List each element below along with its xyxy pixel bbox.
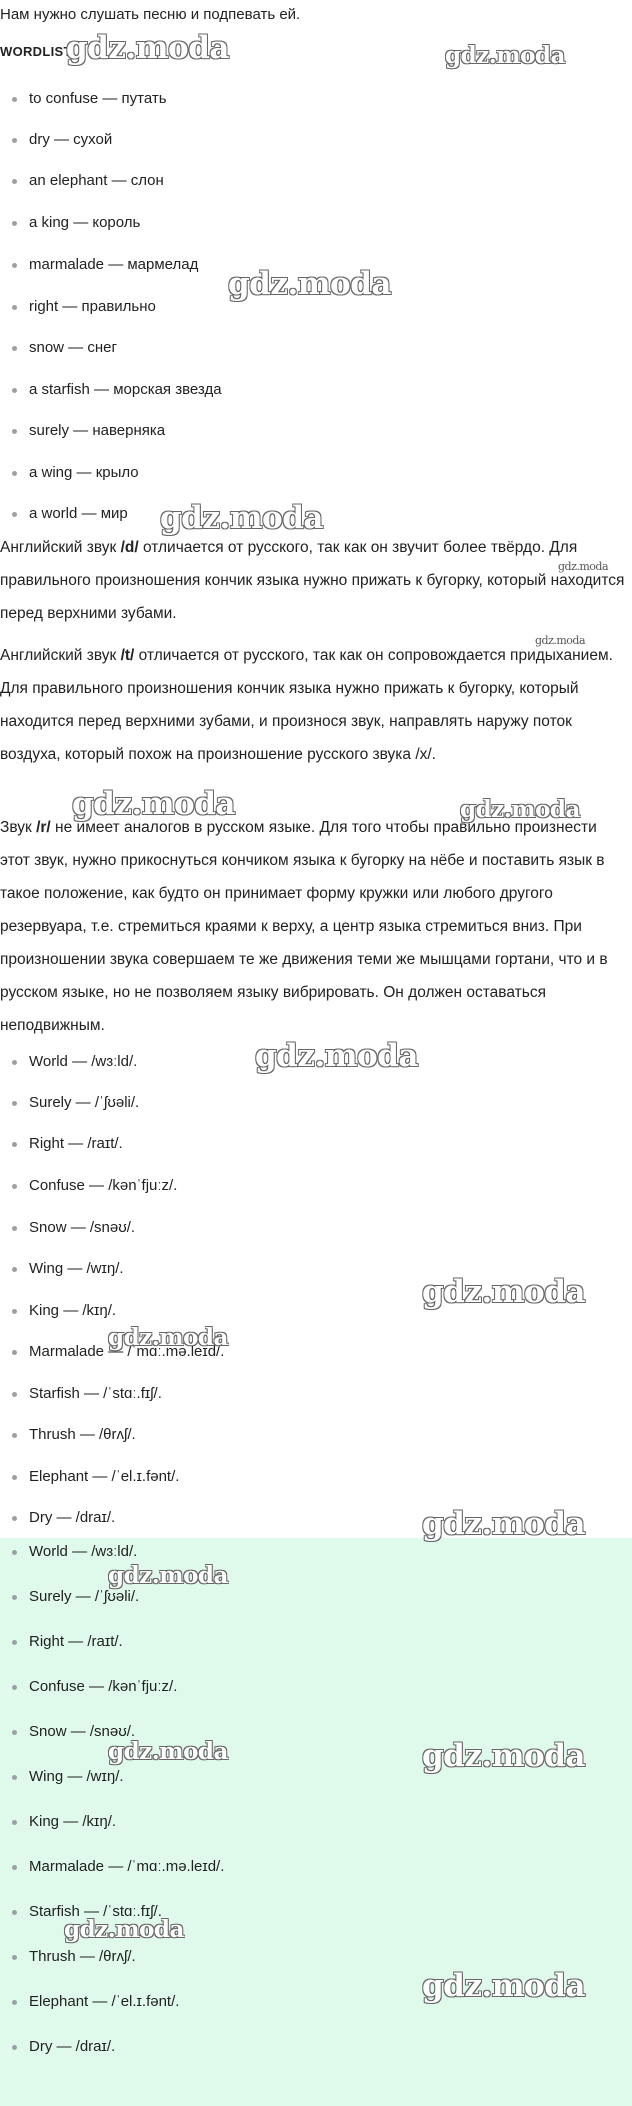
bullet-icon <box>12 1142 17 1147</box>
wordlist-title: WORDLIST <box>0 44 72 59</box>
bullet-icon <box>12 1101 17 1106</box>
bullet-icon <box>12 1516 17 1521</box>
list-item: World — /wɜːld/. <box>12 1053 137 1070</box>
bullet-icon <box>12 1350 17 1355</box>
list-item: a wing — крыло <box>12 464 139 481</box>
bullet-icon <box>12 1775 17 1780</box>
bullet-icon <box>12 1184 17 1189</box>
list-item: surely — наверняка <box>12 422 165 439</box>
list-item: Marmalade — /ˈmɑː.mə.leɪd/. <box>12 1343 224 1360</box>
bullet-icon <box>12 1475 17 1480</box>
list-item: Confuse — /kənˈfjuːz/. <box>12 1177 177 1194</box>
list-item: Wing — /wɪŋ/. <box>12 1260 124 1277</box>
bullet-icon <box>12 429 17 434</box>
watermark: gdz.moda <box>66 30 229 66</box>
list-item: Dry — /draɪ/. <box>12 2038 115 2055</box>
list-item: King — /kɪŋ/. <box>12 1813 116 1830</box>
list-item: Starfish — /ˈstɑː.fɪʃ/. <box>12 1903 162 1920</box>
watermark: gdz.moda <box>460 796 580 823</box>
paragraph-d-sound: Английский звук /d/ отличается от русского, так как он звучит более твёрдо. Для правильного произношения кончик языка нужно прижать к бугорку, который находится перед верхними зубами. <box>0 539 625 622</box>
bullet-icon <box>12 2045 17 2050</box>
watermark: gdz.moda <box>422 1968 585 2004</box>
list-item: snow — снег <box>12 339 117 356</box>
list-item: a world — мир <box>12 505 128 522</box>
bullet-icon <box>12 1640 17 1645</box>
watermark: gdz.moda <box>64 1916 184 1943</box>
list-item: Elephant — /ˈel.ɪ.fənt/. <box>12 1993 179 2010</box>
bullet-icon <box>12 1267 17 1272</box>
bullet-icon <box>12 2000 17 2005</box>
list-item: Confuse — /kənˈfjuːz/. <box>12 1678 177 1695</box>
bullet-icon <box>12 346 17 351</box>
list-item: Thrush — /θrʌʃ/. <box>12 1948 136 1965</box>
bullet-icon <box>12 1550 17 1555</box>
watermark: gdz.moda <box>108 1738 228 1765</box>
list-item: Starfish — /ˈstɑː.fɪʃ/. <box>12 1385 162 1402</box>
intro-text: Нам нужно слушать песню и подпевать ей. <box>0 6 301 23</box>
list-item: Snow — /snəʊ/. <box>12 1723 135 1740</box>
list-item: Dry — /draɪ/. <box>12 1509 115 1526</box>
watermark: gdz.moda <box>255 1038 418 1074</box>
list-item: a starfish — морская звезда <box>12 381 222 398</box>
bullet-icon <box>12 263 17 268</box>
list-item: an elephant — слон <box>12 172 164 189</box>
watermark: gdz.moda <box>160 500 323 536</box>
watermark: gdz.moda <box>108 1562 228 1589</box>
watermark: gdz.moda <box>72 786 235 822</box>
watermark: gdz.moda <box>228 266 391 302</box>
bullet-icon <box>12 1955 17 1960</box>
bullet-icon <box>12 471 17 476</box>
bullet-icon <box>12 138 17 143</box>
watermark: gdz.moda <box>422 1738 585 1774</box>
bullet-icon <box>12 1685 17 1690</box>
list-item: Snow — /snəʊ/. <box>12 1219 135 1236</box>
list-item: World — /wɜːld/. <box>12 1543 137 1560</box>
watermark: gdz.moda <box>445 42 565 69</box>
bullet-icon <box>12 1226 17 1231</box>
list-item: Surely — /ˈʃʊəli/. <box>12 1094 139 1111</box>
list-item: Marmalade — /ˈmɑː.mə.leɪd/. <box>12 1858 224 1875</box>
watermark: gdz.moda <box>422 1274 585 1310</box>
bullet-icon <box>12 512 17 517</box>
bullet-icon <box>12 1392 17 1397</box>
bullet-icon <box>12 1730 17 1735</box>
bullet-icon <box>12 97 17 102</box>
paragraph-t-sound: Английский звук /t/ отличается от русского, так как он сопровождается придыханием. Для правильного произношения кончик языка нужно прижать к бугорку, который находится перед верхними зубами, и произнося звук, направлять наружу поток воздуха, который похож на произношение русского звука /х/. <box>0 647 613 763</box>
list-item: Elephant — /ˈel.ɪ.fənt/. <box>12 1468 179 1485</box>
list-item: King — /kɪŋ/. <box>12 1302 116 1319</box>
bullet-icon <box>12 388 17 393</box>
list-item: Right — /raɪt/. <box>12 1135 123 1152</box>
list-item: Wing — /wɪŋ/. <box>12 1768 124 1785</box>
bullet-icon <box>12 1309 17 1314</box>
bullet-icon <box>12 1433 17 1438</box>
list-item: marmalade — мармелад <box>12 256 198 273</box>
bullet-icon <box>12 305 17 310</box>
list-item: Right — /raɪt/. <box>12 1633 123 1650</box>
list-item: right — правильно <box>12 298 156 315</box>
watermark: gdz.moda <box>422 1506 585 1542</box>
bullet-icon <box>12 221 17 226</box>
list-item: to confuse — путать <box>12 90 167 107</box>
bullet-icon <box>12 1820 17 1825</box>
list-item: Surely — /ˈʃʊəli/. <box>12 1588 139 1605</box>
watermark: gdz.moda <box>535 634 586 647</box>
watermark: gdz.moda <box>558 560 609 573</box>
bullet-icon <box>12 1865 17 1870</box>
list-item: Thrush — /θrʌʃ/. <box>12 1426 136 1443</box>
bullet-icon <box>12 1910 17 1915</box>
list-item: a king — король <box>12 214 140 231</box>
bullet-icon <box>12 1060 17 1065</box>
watermark: gdz.moda <box>108 1324 228 1351</box>
bullet-icon <box>12 179 17 184</box>
list-item: dry — сухой <box>12 131 112 148</box>
bullet-icon <box>12 1595 17 1600</box>
paragraph-r-sound: Звук /r/ не имеет аналогов в русском языке. Для того чтобы правильно произнести этот звук, нужно прикоснуться кончиком языка к бугорку на нёбе и поставить язык в такое положение, как будто он принимает форму кружки или любого другого резервуара, т.е. стремиться краями к верху, а центр языка стремиться вниз. При произношении звука совершаем те же движения теми же мышцами гортани, что и в русском языке, но не позволяем языку вибрировать. Он должен оставаться неподвижным. <box>0 819 608 1034</box>
